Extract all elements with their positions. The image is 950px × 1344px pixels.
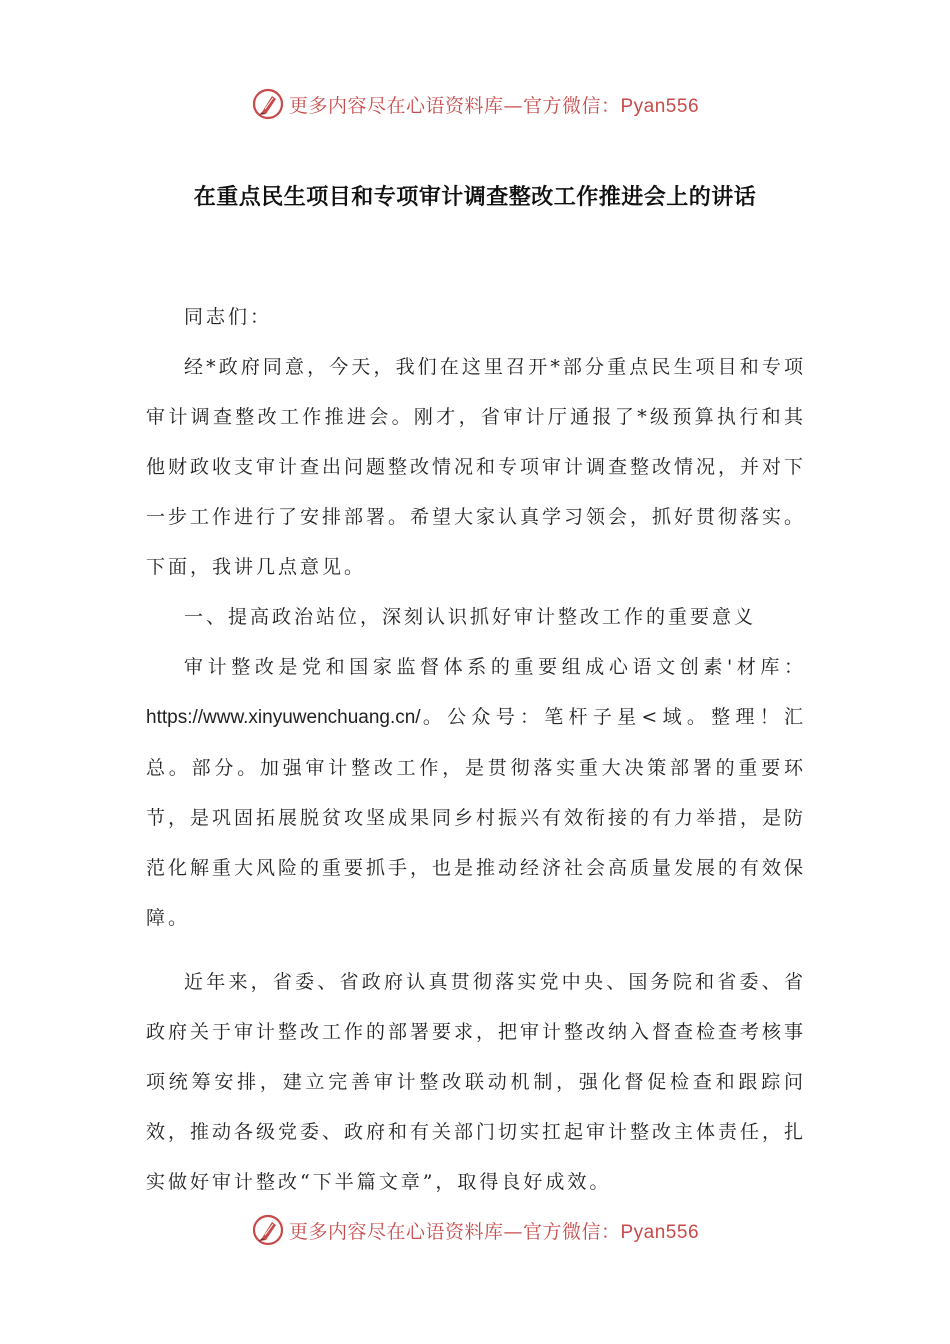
paragraph-significance: 审计整改是党和国家监督体系的重要组成心语文创素'材库：https://www.xinyuwenchuang.cn/。公众号：笔杆子星<域。整理！汇总。部分。加强审计整改工作，是贯彻落实重大决策部署的重要环节，是巩固拓展脱贫攻坚成果同乡村振兴有效衔接的有力举措，是防范化解重大风险的重要抓手，也是推动经济社会高质量发展的有效保障。	[146, 656, 807, 929]
page-title: 在重点民生项目和专项审计调查整改工作推进会上的讲话	[193, 185, 757, 210]
wechat-handle: Pyan556	[620, 95, 700, 117]
pen-nib-logo-icon	[251, 87, 285, 121]
greeting: 同志们：	[184, 306, 273, 328]
pen-nib-logo-icon	[251, 1213, 285, 1247]
paragraph-progress: 近年来，省委、省政府认真贯彻落实党中央、国务院和省委、省政府关于审计整改工作的部署要求，把审计整改纳入督查检查考核事项统筹安排，建立完善审计整改联动机制，强化督促检查和跟踪问效，推动各级党委、政府和有关部门切实扛起审计整改主体责任，扎实做好审计整改“下半篇文章”，取得良好成效。	[146, 971, 807, 1193]
section-heading: 一、提高政治站位，深刻认识抓好审计整改工作的重要意义	[184, 606, 757, 628]
source-url-link[interactable]: https://www.xinyuwenchuang.cn/	[146, 707, 421, 728]
paragraph-intro: 经*政府同意，今天，我们在这里召开*部分重点民生项目和专项审计调查整改工作推进会。刚才，省审计厅通报了*级预算执行和其他财政收支审计查出问题整改情况和专项审计调查整改情况，并对下一步工作进行了安排部署。希望大家认真学习领会，抓好贯彻落实。下面，我讲几点意见。	[146, 356, 807, 578]
header-banner	[0, 82, 950, 126]
footer-banner	[0, 1208, 950, 1252]
wechat-handle: Pyan556	[620, 1221, 700, 1243]
document-body	[146, 292, 806, 1207]
banner-text: 更多内容尽在心语资料库—官方微信：Pyan556	[288, 1220, 700, 1243]
banner-text: 更多内容尽在心语资料库—官方微信：Pyan556	[288, 94, 700, 117]
